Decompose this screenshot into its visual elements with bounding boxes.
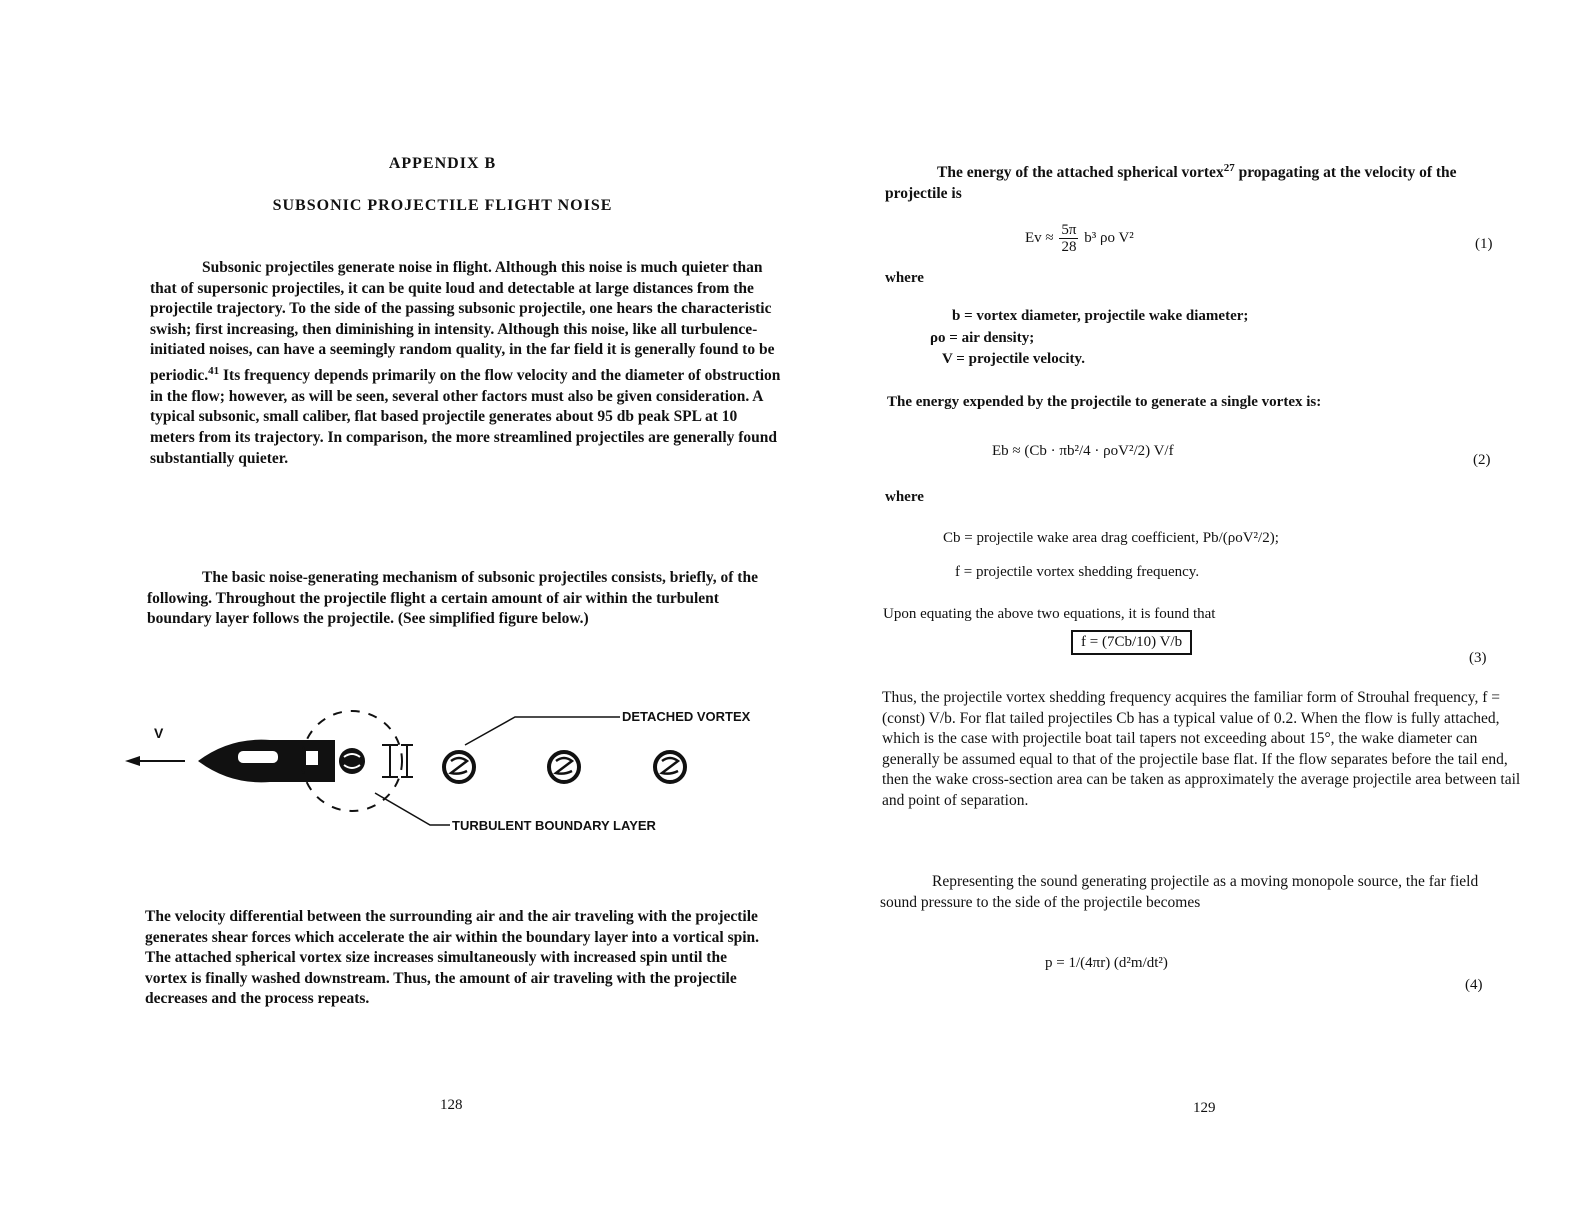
paragraph-intro	[150, 258, 785, 469]
attached-vortex-icon	[339, 748, 365, 774]
detached-vortex-icon	[444, 752, 474, 782]
energy-intro-continued: propagating at the velocity of the projectile is	[885, 164, 1457, 202]
equation-1-number: (1)	[1475, 236, 1493, 252]
paragraph-energy-intro	[885, 158, 1495, 204]
eq2-body: (Cb · πb²/4 · ρoV²/2) V/f	[1024, 443, 1174, 459]
definition-cb: Cb = projectile wake area drag coefficient, Pb/(ρoV²/2);	[943, 530, 1279, 546]
eq1-rhs: b³ ρo V²	[1084, 229, 1134, 246]
paragraph-intro-text: Subsonic projectiles generate noise in flight. Although this noise is much quieter than that of supersonic projectiles, it can be quite loud and detectable at large distances from the projectile trajectory. To the side of the passing subsonic projectile, one hears the characteristic swish; first increasing, then diminishing in intensity. Although this noise, like all turbulence-initiated noises, can have a seemingly random quality, in the far field it is generally found to be periodic.	[150, 259, 775, 385]
equation-2	[992, 443, 1174, 460]
reference-27: 27	[1223, 162, 1235, 174]
equation-2-number: (2)	[1473, 452, 1491, 468]
page-number-left: 128	[440, 1097, 463, 1113]
paragraph-mechanism: The basic noise-generating mechanism of subsonic projectiles consists, briefly, of the following. Throughout the projectile flight a certain amount of air within the turbulent boundary layer follows the projectile. (See simplified figure below.)	[147, 569, 758, 628]
eq1-lhs: Ev ≈	[1025, 229, 1054, 246]
paragraph-strouhal: Thus, the projectile vortex shedding frequency acquires the familiar form of Strouhal frequency, f = (const) V/b. For flat tailed projectiles Cb has a typical value of 0.2. When the flow is fully attached, which is the case with projectile boat tail tapers not exceeding about 15°, the wake diameter can generally be assumed equal to that of the projectile base flat. If the flow separates before the tail end, then the wake cross-section area can be taken as approximately the average projectile area between tail and point of separation.	[882, 689, 1521, 809]
equation-4: p = 1/(4πr) (d²m/dt²)	[1045, 955, 1168, 971]
reference-41: 41	[208, 364, 220, 377]
equation-3	[1071, 630, 1192, 655]
paragraph-shear: The velocity differential between the surrounding air and the air traveling with the projectile generates shear forces which accelerate the air within the boundary layer into a vortical spin. The attached spherical vortex size increases simultaneously with increased spin until the vortex is finally washed downstream. Thus, the amount of air traveling with the projectile decreases and the process repeats.	[145, 908, 760, 1008]
velocity-label: V	[154, 725, 164, 741]
right-page	[795, 0, 1590, 1229]
definition-b: b = vortex diameter, projectile wake diameter;	[952, 308, 1249, 324]
energy-intro-text: The energy of the attached spherical vortex	[937, 164, 1224, 182]
detached-vortex-label: DETACHED VORTEX	[622, 709, 751, 724]
turbulent-boundary-label: TURBULENT BOUNDARY LAYER	[452, 818, 656, 833]
definition-f: f = projectile vortex shedding frequency.	[955, 564, 1200, 580]
projectile-highlight	[238, 751, 278, 763]
definition-rho: ρo = air density;	[930, 330, 1035, 346]
velocity-arrow-head	[125, 756, 140, 766]
equating-text: Upon equating the above two equations, it is found that	[883, 606, 1216, 622]
appendix-title: APPENDIX B	[388, 155, 497, 172]
eq1-denominator: 28	[1061, 239, 1077, 255]
paragraph-monopole: Representing the sound generating projectile as a moving monopole source, the far field sound pressure to the side of the projectile becomes	[880, 873, 1479, 911]
eq1-numerator: 5π	[1061, 222, 1077, 238]
eq2-lhs: Eb ≈	[992, 443, 1021, 459]
equation-1	[1025, 222, 1134, 255]
section-title: SUBSONIC PROJECTILE FLIGHT NOISE	[272, 197, 613, 214]
equation-3-number: (3)	[1469, 650, 1487, 666]
detached-vortex-icon	[655, 752, 685, 782]
page-number-right: 129	[1193, 1100, 1216, 1116]
energy-expended-text: The energy expended by the projectile to generate a single vortex is:	[887, 394, 1322, 410]
equation-4-number: (4)	[1465, 977, 1483, 993]
where-label-1: where	[885, 270, 924, 286]
projectile-vortex-figure	[120, 695, 780, 845]
paragraph-intro-continued: Its frequency depends primarily on the flow velocity and the diameter of obstruction in the flow; however, as will be seen, several other factors must also be given consideration. A typical subsonic, small caliber, flat based projectile generates about 95 db peak SPL at 10 meters from its trajectory. In comparison, the more streamlined projectiles are generally found substantially quieter.	[150, 367, 781, 467]
detached-leader-line	[465, 717, 620, 745]
detached-vortex-icon	[549, 752, 579, 782]
where-label-2: where	[885, 489, 924, 505]
eq3-box: f = (7Cb/10) V/b	[1071, 630, 1192, 655]
definition-v: V = projectile velocity.	[942, 351, 1085, 367]
